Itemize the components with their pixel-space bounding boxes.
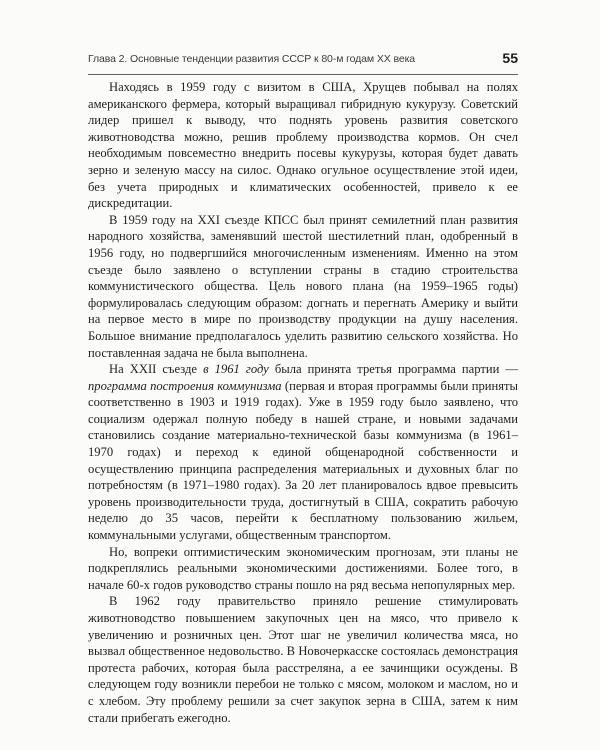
paragraph-3 xyxy=(88,361,518,544)
paragraph-5: В 1962 году правительство приняло решение стимулировать животноводство повышением закупочных цен на мясо, что привело к увеличению и розничных цен. Этот шаг не увеличил количества мяса, но вызвал общественное недовольство. В Новочеркасске состоялась демонстрация протеста рабочих, которая была расстреляна, а ее зачинщики осуждены. В следующем году возникли перебои не только с мясом, молоком и маслом, но и с хлебом. Эту проблему решили за счет закупок зерна в США, затем к ним стали прибегать ежегодно. xyxy=(88,594,518,725)
paragraph-3-lead: На XXII съезде xyxy=(109,362,204,377)
paragraph-3-middle: была принята третья программа партии — xyxy=(268,362,519,377)
page-number: 55 xyxy=(502,50,518,66)
emphasis-program: программа построения коммунизма xyxy=(88,378,282,393)
chapter-title: Глава 2. Основные тенденции развития СССР к 80-м годам XX века xyxy=(88,53,416,65)
paragraph-3-rest: (первая и вторая программы были приняты соответственно в 1903 и 1919 годах). Уже в 1959 году было заявлено, что социализм одержал полную победу в нашей стране, и новыми задачами становились создание материально-технической базы коммунизма (в 1961–1970 годах) и переход к единой общенародной собственности и осуществлению принципа распределения материальных и духовных благ по потребностям (в 1971–1980 годах). За 20 лет планировалось вдвое превысить уровень производительности труда, достигнутый в США, сократить рабочую неделю до 35 часов, перейти к бесплатному пользованию жильем, коммунальными услугами, общественным транспортом. xyxy=(88,378,518,543)
paragraph-1: Находясь в 1959 году с визитом в США, Хрущев побывал на полях американского фермера, который выращивал гибридную кукурузу. Советский лидер пришел к выводу, что поднять уровень развития советского животноводства можно, решив проблему производства кормов. Он счел необходимым повсеместно внедрить посевы кукурузы, которая будет давать зерно и зеленую массу на силос. Однако огульное осуществление этой идеи, без учета природных и климатических особенностей, привело к ее дискредитации. xyxy=(88,80,518,211)
header-divider xyxy=(88,74,518,75)
running-header xyxy=(88,50,518,72)
emphasis-year: в 1961 году xyxy=(203,362,269,377)
paragraph-4: Но, вопреки оптимистическим экономическим прогнозам, эти планы не подкреплялись реальными экономическими достижениями. Более того, в начале 60-х годов руководство страны пошло на ряд весьма непопулярных мер. xyxy=(88,544,518,592)
paragraph-2: В 1959 году на XXI съезде КПСС был принят семилетний план развития народного хозяйства, заменявший шестой шестилетний план, одобренный в 1956 году, но подвергшийся многочисленным изменениям. Именно на этом съезде было заявлено о вступлении страны в стадию строительства коммунистического общества. Цель нового плана (на 1959–1965 годы) формулировалась следующим образом: догнать и перегнать Америку и выйти на первое место в мире по производству продукции на душу населения. Большое внимание предполагалось уделить развитию сельского хозяйства. Но поставленная задача не была выполнена. xyxy=(88,212,518,360)
body-text xyxy=(88,79,518,726)
